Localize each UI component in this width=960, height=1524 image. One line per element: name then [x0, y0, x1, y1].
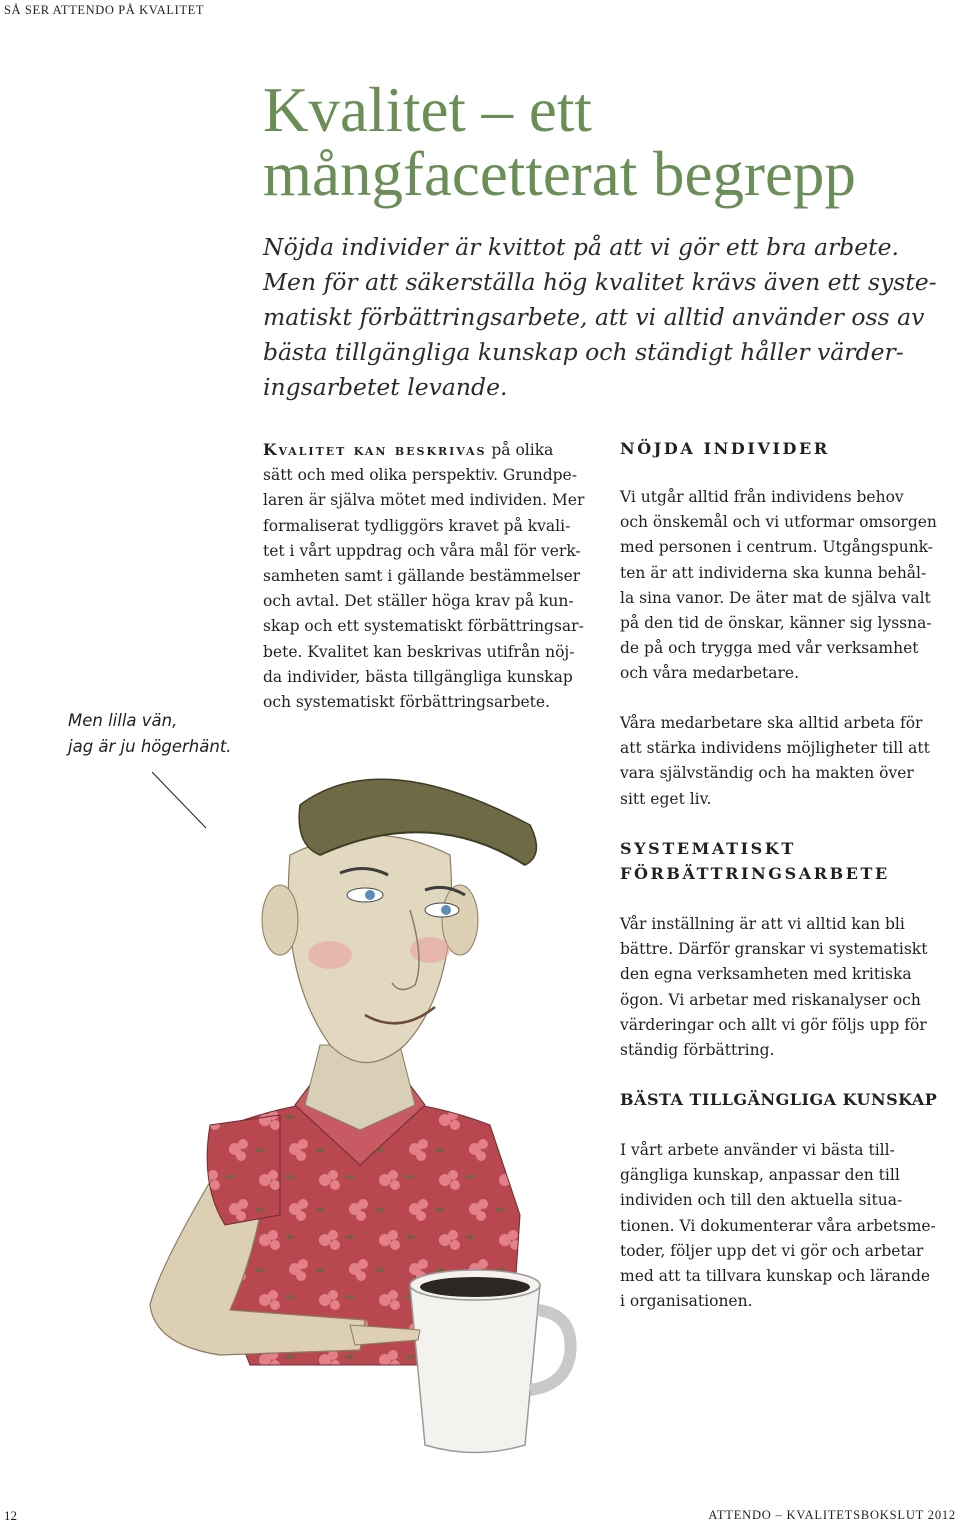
ingress-line: bästa tillgängliga kunskap och ständigt håller värder-: [263, 338, 904, 366]
paragraph-line: och våra medarbetare.: [620, 664, 800, 683]
paragraph-line: toder, följer upp det vi gör och arbetar: [620, 1241, 924, 1260]
intro-line: da individer, bästa tillgängliga kunskap: [263, 667, 573, 686]
heading-line: SYSTEMATISKT: [620, 839, 796, 858]
paragraph-line: tionen. Vi dokumenterar våra arbetsme-: [620, 1216, 936, 1235]
intro-line: skap och ett systematiskt förbättringsar-: [263, 617, 584, 636]
title-line: mångfacetterat begrepp: [263, 139, 856, 209]
intro-line: bete. Kvalitet kan beskrivas utifrån nöj-: [263, 642, 575, 661]
paragraph-line: de på och trygga med vår verksamhet: [620, 639, 919, 658]
running-head: SÅ SER ATTENDO PÅ KVALITET: [4, 3, 205, 17]
paragraph-line: att stärka individens möjligheter till att: [620, 739, 930, 758]
intro-line: och systematiskt förbättringsarbete.: [263, 693, 551, 712]
paragraph-line: Våra medarbetare ska alltid arbeta för: [620, 714, 923, 732]
caption-line: jag är ju högerhänt.: [68, 737, 232, 756]
heading-line: FÖRBÄTTRINGSARBETE: [620, 864, 890, 883]
ingress-line: Nöjda individer är kvittot på att vi gör ett bra arbete.: [263, 233, 899, 261]
coffee: [420, 1277, 530, 1297]
paragraph-line: den egna verksamheten med kritiska: [620, 965, 912, 984]
cheek-right: [410, 937, 450, 963]
intro-line: och avtal. Det ställer höga krav på kun-: [263, 592, 574, 611]
paragraph-line: och önskemål och vi utformar omsorgen: [620, 513, 937, 532]
ingress-line: matiskt förbättringsarbete, att vi alltid använder oss av: [263, 303, 925, 331]
paragraph-line: gängliga kunskap, anpassar den till: [620, 1166, 900, 1185]
nojda-paragraph-2: [620, 711, 960, 812]
intro-lead: Kvalitet kan beskrivas: [263, 440, 487, 459]
heading-line: BÄSTA TILLGÄNGLIGA KUNSKAP: [620, 1090, 938, 1109]
ingress-line: ingsarbetet levande.: [263, 373, 508, 401]
intro-first-line-rest: på olika: [486, 441, 554, 459]
systematiskt-paragraph: [620, 912, 960, 1063]
paragraph-line: med att ta tillvara kunskap och lärande: [620, 1267, 931, 1286]
paragraph-line: individen och till den aktuella situa-: [620, 1191, 903, 1210]
section-heading: [620, 436, 960, 461]
intro-first-line: [263, 437, 608, 463]
section-kunskap: [620, 1087, 960, 1112]
paragraph-line: Vi utgår alltid från individens behov: [620, 488, 904, 506]
paragraph-line: vara självständig och ha makten över: [620, 764, 914, 783]
ingress-line: Men för att säkerställa hög kvalitet krävs även ett syste-: [263, 268, 937, 296]
caption-pointer-line: [150, 770, 210, 832]
paragraph-line: Vår inställning är att vi alltid kan bli: [620, 915, 905, 933]
paragraph-line: I vårt arbete använder vi bästa till-: [620, 1141, 895, 1159]
page-number: 12: [4, 1508, 17, 1523]
paragraph-line: på den tid de önskar, känner sig lyssna-: [620, 614, 932, 633]
pupil-right: [441, 905, 451, 915]
section-heading: [620, 1087, 960, 1112]
paragraph-line: sitt eget liv.: [620, 789, 712, 808]
intro-line: tet i vårt uppdrag och våra mål för verk-: [263, 541, 581, 560]
kunskap-paragraph: [620, 1138, 960, 1314]
sleeve: [207, 1115, 280, 1225]
caption-line: Men lilla vän,: [68, 711, 178, 730]
paragraph-line: ögon. Vi arbetar med riskanalyser och: [620, 990, 921, 1009]
paragraph-line: med personen i centrum. Utgångspunk-: [620, 538, 934, 557]
paragraph-line: la sina vanor. De äter mat de själva valt: [620, 588, 931, 607]
section-systematiskt: [620, 836, 960, 886]
heading-line: NÖJDA INDIVIDER: [620, 439, 830, 458]
page-title: [263, 75, 943, 209]
intro-line: formaliserat tydliggörs kravet på kvali-: [263, 516, 571, 535]
ingress: [263, 230, 943, 405]
intro-line: samheten samt i gällande bestämmelser: [263, 567, 581, 586]
intro-paragraph: [263, 437, 608, 715]
paragraph-line: värderingar och allt vi gör följs upp för: [620, 1015, 927, 1034]
title-line: Kvalitet – ett: [263, 75, 592, 145]
section-nojda-individer: [620, 436, 960, 461]
coffee-mug: [410, 1285, 540, 1453]
paragraph-line: i organisationen.: [620, 1292, 753, 1311]
cheek-left: [308, 941, 352, 969]
nojda-paragraph-1: [620, 485, 960, 687]
intro-line: laren är själva mötet med individen. Mer: [263, 491, 585, 510]
old-man-illustration: [130, 745, 600, 1465]
intro-column: [263, 437, 608, 715]
section-heading: [620, 836, 960, 886]
pupil-left: [365, 890, 375, 900]
intro-line: sätt och med olika perspektiv. Grundpe-: [263, 466, 577, 485]
paragraph-line: ständig förbättring.: [620, 1041, 775, 1060]
paragraph-line: ten är att individerna ska kunna behål-: [620, 563, 927, 582]
paragraph-line: bättre. Därför granskar vi systematiskt: [620, 940, 928, 959]
footer-title: ATTENDO – KVALITETSBOKSLUT 2012: [708, 1508, 956, 1522]
ear-left: [262, 885, 298, 955]
